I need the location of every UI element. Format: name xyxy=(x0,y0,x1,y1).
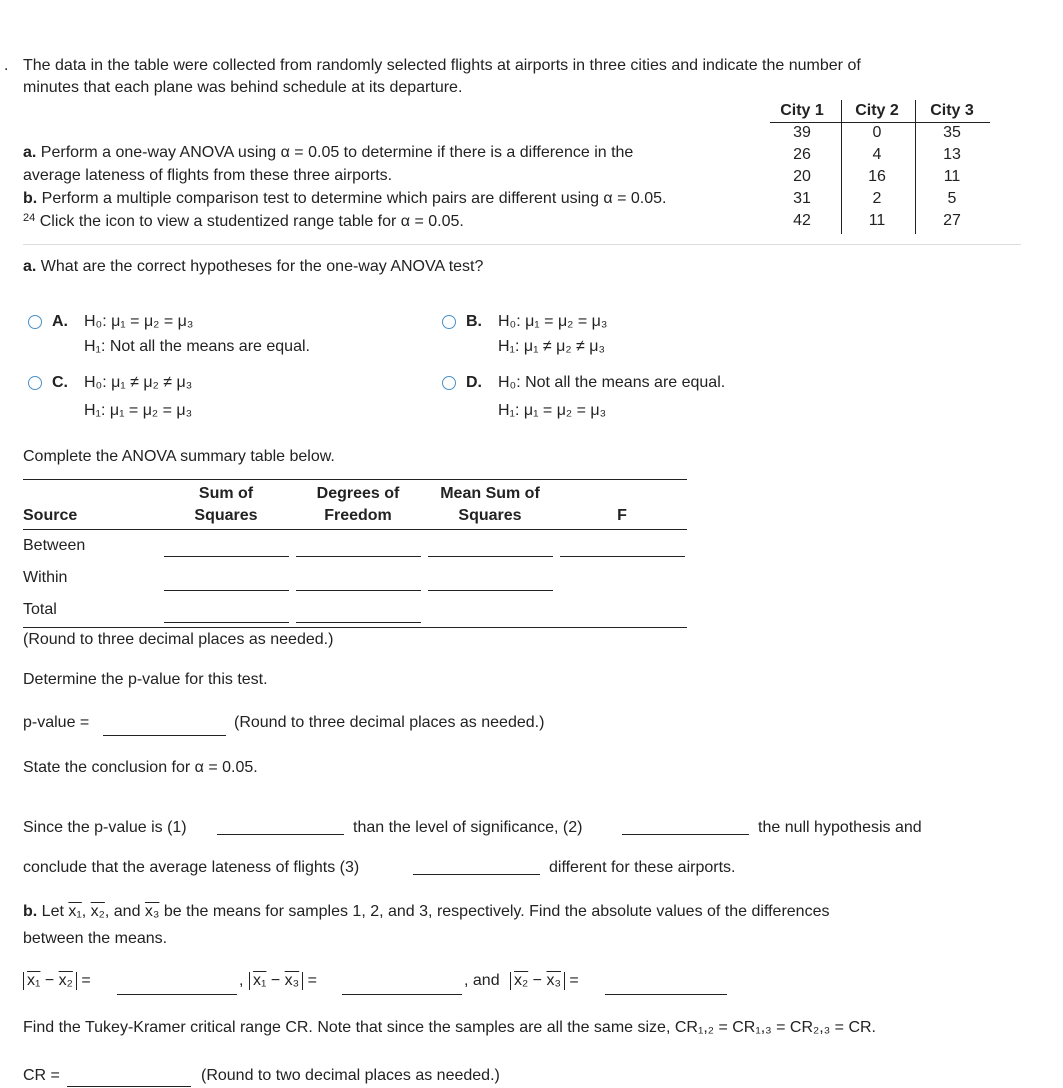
anova-row-within: Within xyxy=(23,569,68,586)
city-1-value: 26 xyxy=(793,146,811,163)
city-2-value: 2 xyxy=(872,190,882,207)
part-b-text: Perform a multiple comparison test to determine which pairs are different using α = 0.05. xyxy=(41,190,667,207)
pvalue-instruction: Determine the p-value for this test. xyxy=(23,671,268,688)
anova-top-rule xyxy=(23,479,687,480)
between-ss-input[interactable] xyxy=(164,556,289,557)
city-table-header-rule xyxy=(770,122,990,123)
option-c-h1: H₁: μ₁ = μ₂ = μ₃ xyxy=(84,402,193,419)
option-d-radio[interactable] xyxy=(442,376,456,390)
conclusion-text-2b: different for these airports. xyxy=(549,859,736,876)
city-2-column xyxy=(842,100,912,232)
part-a-label: a. xyxy=(23,144,37,161)
diff-sep-1: , xyxy=(239,972,244,989)
total-ss-input[interactable] xyxy=(164,622,289,623)
within-df-input[interactable] xyxy=(296,590,421,591)
city-1-header: City 1 xyxy=(780,102,824,119)
pvalue-input[interactable] xyxy=(103,735,226,736)
part-b-text-2: be the means for samples 1, 2, and 3, respectively. Find the absolute values of the differences xyxy=(163,903,830,920)
diff-12-input[interactable] xyxy=(117,994,237,995)
anova-header-df-2: Freedom xyxy=(324,507,392,524)
part-a-text-2: average lateness of flights from these three airports. xyxy=(23,167,393,184)
anova-header-ss-2: Squares xyxy=(194,507,258,524)
conclusion-instruction: State the conclusion for α = 0.05. xyxy=(23,759,258,776)
diff-13-input[interactable] xyxy=(342,994,462,995)
anova-bottom-rule xyxy=(23,627,687,628)
anova-row-total: Total xyxy=(23,601,57,618)
city-1-value: 42 xyxy=(793,212,811,229)
diff-12-expr: x₁ − x₂ = xyxy=(23,972,91,990)
city-table-divider xyxy=(841,100,842,234)
option-a-h1: H₁: Not all the means are equal. xyxy=(84,338,310,355)
city-1-value: 20 xyxy=(793,168,811,185)
option-b-radio[interactable] xyxy=(442,315,456,329)
conclusion-text-1a: Since the p-value is (1) xyxy=(23,819,187,836)
anova-header-ss-1: Sum of xyxy=(198,485,254,502)
total-df-input[interactable] xyxy=(296,622,421,623)
option-a-h0: H₀: μ₁ = μ₂ = μ₃ xyxy=(84,313,194,330)
xbar-2: x₂ xyxy=(90,903,105,920)
part-b-instruction xyxy=(23,190,666,208)
cr-instruction: Find the Tukey-Kramer critical range CR. Note that since the samples are all the same size, CR₁,₂ = CR₁,₃ = CR₂,₃ = CR. xyxy=(23,1019,876,1036)
city-2-header: City 2 xyxy=(855,102,899,119)
city-table-divider xyxy=(915,100,916,234)
between-df-input[interactable] xyxy=(296,556,421,557)
pvalue-round-note: (Round to three decimal places as needed.) xyxy=(234,714,545,731)
city-2-value: 16 xyxy=(868,168,886,185)
city-3-value: 13 xyxy=(943,146,961,163)
diff-and: , and xyxy=(464,972,500,989)
conclusion-text-1c: the null hypothesis and xyxy=(758,819,922,836)
option-d-letter: D. xyxy=(466,374,482,391)
anova-header-ms-1: Mean Sum of xyxy=(440,485,540,502)
anova-header-ms-2: Squares xyxy=(458,507,522,524)
anova-header-rule xyxy=(23,529,687,530)
cr-label: CR = xyxy=(23,1067,60,1084)
intro-line-2: minutes that each plane was behind schedule at its departure. xyxy=(23,79,463,96)
pvalue-label: p-value = xyxy=(23,714,90,731)
conclusion-dropdown-1[interactable] xyxy=(217,834,344,835)
option-d-h1: H₁: μ₁ = μ₂ = μ₃ xyxy=(498,402,607,419)
question-a-prompt xyxy=(23,258,483,276)
f-input[interactable] xyxy=(560,556,685,557)
city-2-value: 4 xyxy=(872,146,882,163)
anova-header-source: Source xyxy=(23,507,78,524)
intro-line-1: The data in the table were collected from randomly selected flights at airports in three cities and indicate the number of xyxy=(23,57,861,74)
xbar-1: x₁ xyxy=(68,903,82,920)
conclusion-text-2a: conclude that the average lateness of flights (3) xyxy=(23,859,360,876)
option-b-h0: H₀: μ₁ = μ₂ = μ₃ xyxy=(498,313,608,330)
city-3-header: City 3 xyxy=(930,102,974,119)
diff-23-expr: x₂ − x₃ = xyxy=(510,972,579,990)
anova-header-f: F xyxy=(617,507,627,524)
cr-round-note: (Round to two decimal places as needed.) xyxy=(201,1067,500,1084)
xbar-3: x₃ xyxy=(144,903,160,920)
city-3-value: 11 xyxy=(943,168,961,185)
part-b-prompt-label: b. xyxy=(23,903,38,920)
diff-13-expr: x₁ − x₃ = xyxy=(249,972,317,990)
within-ss-input[interactable] xyxy=(164,590,289,591)
between-ms-input[interactable] xyxy=(428,556,553,557)
part-a-instruction xyxy=(23,144,633,162)
part-b-text-3: between the means. xyxy=(23,930,168,947)
conclusion-dropdown-3[interactable] xyxy=(413,874,540,875)
table-link-text: Click the icon to view a studentized range table for α = 0.05. xyxy=(39,213,464,230)
city-1-column xyxy=(767,100,837,232)
conclusion-dropdown-2[interactable] xyxy=(622,834,749,835)
part-b-let: Let xyxy=(41,903,64,920)
part-b-prompt: b. Let x₁, x₂, and x₃ be the means for samples 1, 2, and 3, respectively. Find the absolute values of the differences xyxy=(23,903,830,920)
within-ms-input[interactable] xyxy=(428,590,553,591)
option-c-letter: C. xyxy=(52,374,68,391)
option-b-letter: B. xyxy=(466,313,482,330)
city-2-value: 0 xyxy=(872,124,882,141)
studentized-table-link[interactable] xyxy=(23,212,464,231)
option-c-radio[interactable] xyxy=(28,376,42,390)
option-d-h0: H₀: Not all the means are equal. xyxy=(498,374,726,391)
question-a-text: What are the correct hypotheses for the one-way ANOVA test? xyxy=(40,258,484,275)
question-a-label: a. xyxy=(23,258,37,275)
part-b-label: b. xyxy=(23,190,38,207)
table-icon[interactable]: 24 xyxy=(23,212,36,224)
anova-row-between: Between xyxy=(23,537,86,554)
section-divider xyxy=(23,244,1021,245)
option-b-h1: H₁: μ₁ ≠ μ₂ ≠ μ₃ xyxy=(498,338,605,355)
option-a-letter: A. xyxy=(52,313,68,330)
cr-input[interactable] xyxy=(67,1086,191,1087)
city-1-value: 39 xyxy=(793,124,811,141)
anova-round-note: (Round to three decimal places as needed.) xyxy=(23,631,334,648)
city-3-value: 35 xyxy=(943,124,961,141)
option-a-radio[interactable] xyxy=(28,315,42,329)
part-a-text-1: Perform a one-way ANOVA using α = 0.05 to determine if there is a difference in the xyxy=(40,144,634,161)
city-3-value: 5 xyxy=(947,190,957,207)
city-2-value: 11 xyxy=(868,212,886,229)
anova-instruction: Complete the ANOVA summary table below. xyxy=(23,448,335,465)
city-1-value: 31 xyxy=(793,190,811,207)
city-3-value: 27 xyxy=(943,212,961,229)
option-c-h0: H₀: μ₁ ≠ μ₂ ≠ μ₃ xyxy=(84,374,193,391)
diff-23-input[interactable] xyxy=(605,994,727,995)
anova-header-df-1: Degrees of xyxy=(316,485,400,502)
problem-bullet: . xyxy=(4,57,9,74)
conclusion-text-1b: than the level of significance, (2) xyxy=(353,819,583,836)
city-3-column xyxy=(917,100,987,232)
